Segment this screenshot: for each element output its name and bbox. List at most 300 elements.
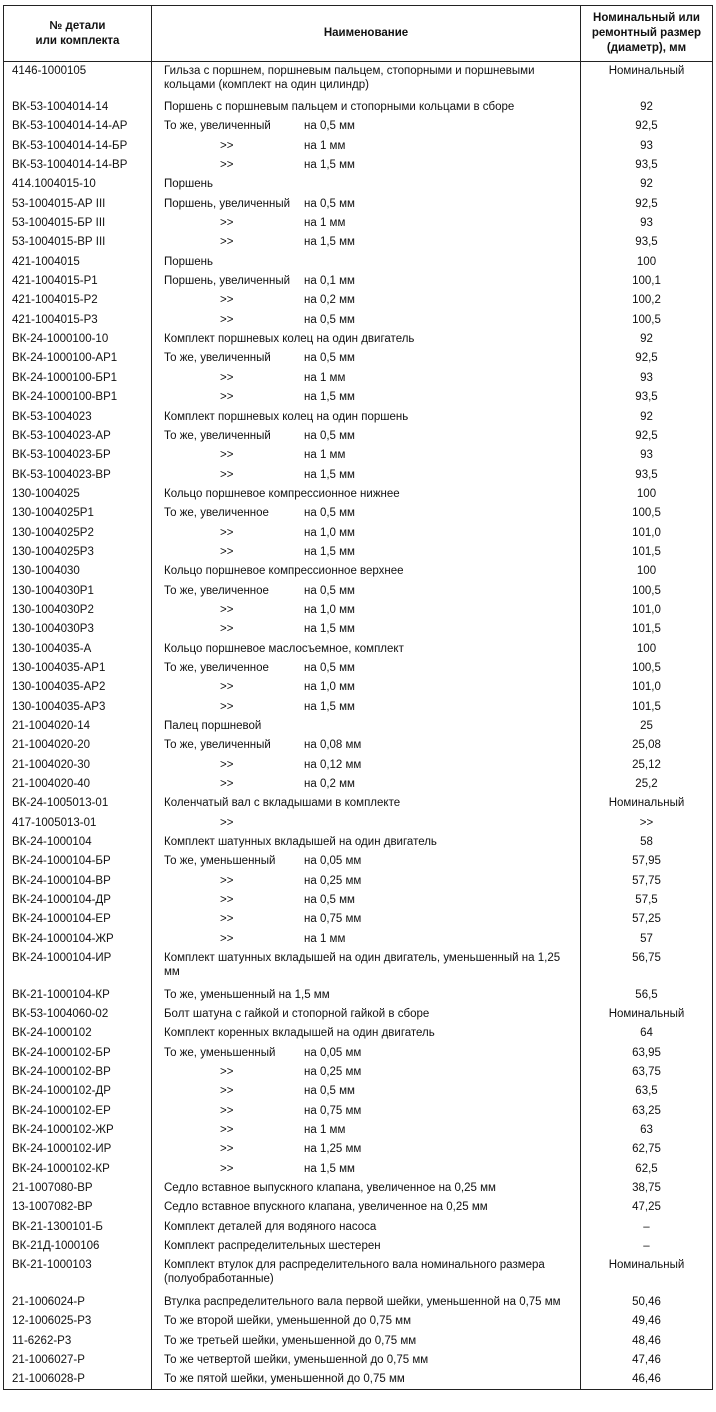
size-value: – <box>581 1218 713 1237</box>
part-number: 21-1004020-20 <box>4 736 152 755</box>
part-number: ВК-53-1004023-АР <box>4 427 152 446</box>
part-number: ВК-53-1004014-14-ВР <box>4 156 152 175</box>
size-change: на 1,5 мм <box>304 1162 355 1175</box>
part-number: 421-1004015 <box>4 253 152 272</box>
size-change: на 1,25 мм <box>304 1143 362 1156</box>
part-number: ВК-21-1300101-Б <box>4 1218 152 1237</box>
part-number: 4146-1000105 <box>4 62 152 99</box>
part-name <box>152 117 581 136</box>
size-change: на 0,5 мм <box>304 313 355 326</box>
size-value: 56,5 <box>581 986 713 1005</box>
part-number: ВК-24-1000100-ВР1 <box>4 388 152 407</box>
part-name-text: То же, увеличенный <box>164 429 271 442</box>
part-number: 130-1004025 <box>4 485 152 504</box>
size-value: 93 <box>581 446 713 465</box>
size-change: на 0,05 мм <box>304 855 362 868</box>
part-number: 53-1004015-БР III <box>4 214 152 233</box>
size-value: 63 <box>581 1121 713 1140</box>
size-change: на 0,1 мм <box>304 275 355 288</box>
size-value: 47,25 <box>581 1198 713 1217</box>
part-name: Коленчатый вал с вкладышами в комплекте <box>152 794 581 813</box>
part-number: 130-1004035-АР2 <box>4 678 152 697</box>
table-row <box>4 214 713 233</box>
size-change: на 1,0 мм <box>304 526 355 539</box>
table-row <box>4 601 713 620</box>
size-change: на 1,5 мм <box>304 159 355 172</box>
part-number: 130-1004035-АР1 <box>4 659 152 678</box>
table-row <box>4 175 713 194</box>
table-row <box>4 582 713 601</box>
table-row <box>4 1237 713 1256</box>
part-name <box>152 620 581 639</box>
size-value: 93,5 <box>581 233 713 252</box>
size-value: – <box>581 1237 713 1256</box>
ditto-mark: >> <box>220 236 234 249</box>
size-change: на 1,0 мм <box>304 681 355 694</box>
part-number: 421-1004015-Р2 <box>4 291 152 310</box>
size-value: 101,5 <box>581 620 713 639</box>
part-number: ВК-24-1000104-ИР <box>4 949 152 986</box>
ditto-mark: >> <box>220 700 234 713</box>
size-change: на 1,5 мм <box>304 468 355 481</box>
size-value: 63,75 <box>581 1063 713 1082</box>
part-name: Комплект поршневых колец на один двигатель <box>152 330 581 349</box>
size-change: на 0,5 мм <box>304 120 355 133</box>
part-number: 21-1004020-40 <box>4 775 152 794</box>
part-name: То же пятой шейки, уменьшенной до 0,75 мм <box>152 1370 581 1389</box>
table-row <box>4 156 713 175</box>
size-value: 63,5 <box>581 1082 713 1101</box>
table-row <box>4 736 713 755</box>
ditto-mark: >> <box>220 371 234 384</box>
part-name: То же третьей шейки, уменьшенной до 0,75 мм <box>152 1332 581 1351</box>
part-number: ВК-53-1004023-БР <box>4 446 152 465</box>
size-value: 47,46 <box>581 1351 713 1370</box>
part-name-text: То же, увеличенный <box>164 739 271 752</box>
part-name: Кольцо поршневое компрессионное верхнее <box>152 562 581 581</box>
size-value: 92 <box>581 98 713 117</box>
part-name <box>152 156 581 175</box>
part-name: Седло вставное впускного клапана, увеличенное на 0,25 мм <box>152 1198 581 1217</box>
part-number: ВК-24-1005013-01 <box>4 794 152 813</box>
part-name <box>152 1102 581 1121</box>
size-change: на 1,5 мм <box>304 623 355 636</box>
table-row <box>4 1082 713 1101</box>
part-name <box>152 524 581 543</box>
table-row <box>4 427 713 446</box>
part-number: 417-1005013-01 <box>4 814 152 833</box>
part-name <box>152 466 581 485</box>
size-change: на 0,25 мм <box>304 874 362 887</box>
size-value: 92 <box>581 330 713 349</box>
ditto-mark: >> <box>220 603 234 616</box>
size-change: на 1,5 мм <box>304 700 355 713</box>
part-name: Комплект распределительных шестерен <box>152 1237 581 1256</box>
table-row <box>4 524 713 543</box>
size-change: на 0,5 мм <box>304 507 355 520</box>
ditto-mark: >> <box>220 1066 234 1078</box>
part-number: ВК-24-1000102-ЖР <box>4 1121 152 1140</box>
part-name: Комплект коренных вкладышей на один двигатель <box>152 1024 581 1043</box>
size-value: 100,5 <box>581 311 713 330</box>
part-number: ВК-24-1000102-ИР <box>4 1140 152 1159</box>
size-change: на 0,25 мм <box>304 1066 362 1078</box>
part-name <box>152 311 581 330</box>
part-name <box>152 272 581 291</box>
size-value: 56,75 <box>581 949 713 986</box>
part-number: 130-1004035-А <box>4 640 152 659</box>
table-row <box>4 1044 713 1063</box>
size-value: 100 <box>581 640 713 659</box>
size-value: 63,95 <box>581 1044 713 1063</box>
part-name: Седло вставное выпускного клапана, увеличенное на 0,25 мм <box>152 1179 581 1198</box>
size-value: 57,5 <box>581 891 713 910</box>
size-value: 100 <box>581 485 713 504</box>
table-row <box>4 272 713 291</box>
size-value: >> <box>581 814 713 833</box>
part-number: 130-1004030Р1 <box>4 582 152 601</box>
table-row <box>4 388 713 407</box>
table-row <box>4 891 713 910</box>
ditto-mark: >> <box>220 816 234 829</box>
size-value: 92,5 <box>581 427 713 446</box>
table-row <box>4 640 713 659</box>
size-change: на 0,5 мм <box>304 661 355 674</box>
table-row <box>4 814 713 833</box>
part-name <box>152 214 581 233</box>
part-name <box>152 872 581 891</box>
table-row <box>4 678 713 697</box>
part-name <box>152 775 581 794</box>
size-value: 101,5 <box>581 698 713 717</box>
part-number: ВК-24-1000102-ВР <box>4 1063 152 1082</box>
size-change: на 1,5 мм <box>304 236 355 249</box>
table-row <box>4 949 713 986</box>
size-change: на 0,08 мм <box>304 739 362 752</box>
table-row <box>4 1140 713 1159</box>
table-row <box>4 369 713 388</box>
table-row <box>4 1102 713 1121</box>
part-number: ВК-24-1000104-ДР <box>4 891 152 910</box>
size-value: 92,5 <box>581 195 713 214</box>
size-value: 62,5 <box>581 1160 713 1179</box>
table-row <box>4 408 713 427</box>
part-number: 21-1006024-Р <box>4 1293 152 1312</box>
part-number: 130-1004030Р3 <box>4 620 152 639</box>
size-value: 57,75 <box>581 872 713 891</box>
size-value: 50,46 <box>581 1293 713 1312</box>
ditto-mark: >> <box>220 1162 234 1175</box>
part-number: ВК-24-1000100-10 <box>4 330 152 349</box>
part-number: 414.1004015-10 <box>4 175 152 194</box>
ditto-mark: >> <box>220 468 234 481</box>
size-change: на 1 мм <box>304 139 346 152</box>
part-number: 21-1006028-Р <box>4 1370 152 1389</box>
table-row <box>4 620 713 639</box>
ditto-mark: >> <box>220 1085 234 1098</box>
part-name <box>152 852 581 871</box>
table-row <box>4 852 713 871</box>
part-name: Палец поршневой <box>152 717 581 736</box>
size-value: 100 <box>581 562 713 581</box>
size-value: 100,5 <box>581 582 713 601</box>
size-value: 100,5 <box>581 659 713 678</box>
part-name-text: То же, увеличенный <box>164 352 271 365</box>
ditto-mark: >> <box>220 623 234 636</box>
part-number: ВК-24-1000104-ЖР <box>4 930 152 949</box>
part-name <box>152 195 581 214</box>
part-name <box>152 504 581 523</box>
part-number: 12-1006025-Р3 <box>4 1312 152 1331</box>
size-value: 92,5 <box>581 349 713 368</box>
table-row <box>4 98 713 117</box>
part-number: ВК-21-1000104-КР <box>4 986 152 1005</box>
table-row <box>4 872 713 891</box>
table-row <box>4 291 713 310</box>
size-value: 62,75 <box>581 1140 713 1159</box>
part-name: То же второй шейки, уменьшенной до 0,75 мм <box>152 1312 581 1331</box>
size-change: на 1 мм <box>304 932 346 945</box>
part-name: Комплект поршневых колец на один поршень <box>152 408 581 427</box>
part-name <box>152 446 581 465</box>
part-number: ВК-24-1000104 <box>4 833 152 852</box>
part-name <box>152 659 581 678</box>
part-number: 21-1004020-14 <box>4 717 152 736</box>
ditto-mark: >> <box>220 391 234 404</box>
ditto-mark: >> <box>220 913 234 926</box>
ditto-mark: >> <box>220 894 234 907</box>
part-number: ВК-24-1000104-БР <box>4 852 152 871</box>
table-row <box>4 62 713 99</box>
part-name <box>152 1160 581 1179</box>
part-name <box>152 1140 581 1159</box>
table-row <box>4 1179 713 1198</box>
part-name <box>152 369 581 388</box>
table-row <box>4 446 713 465</box>
table-row <box>4 330 713 349</box>
table-row <box>4 485 713 504</box>
size-value: 46,46 <box>581 1370 713 1389</box>
size-value: 101,0 <box>581 678 713 697</box>
table-row <box>4 1005 713 1024</box>
size-value: 93 <box>581 214 713 233</box>
ditto-mark: >> <box>220 139 234 152</box>
part-name <box>152 891 581 910</box>
part-name <box>152 582 581 601</box>
part-name-text: Поршень, увеличенный <box>164 275 291 288</box>
part-number: 11-6262-Р3 <box>4 1332 152 1351</box>
part-number: 130-1004025Р1 <box>4 504 152 523</box>
size-value: 101,0 <box>581 524 713 543</box>
size-value: 100,1 <box>581 272 713 291</box>
part-name <box>152 814 581 833</box>
part-number: 130-1004025Р2 <box>4 524 152 543</box>
part-number: 421-1004015-Р3 <box>4 311 152 330</box>
size-value: 100 <box>581 253 713 272</box>
table-row <box>4 1121 713 1140</box>
ditto-mark: >> <box>220 526 234 539</box>
parts-table <box>3 5 713 1390</box>
size-value: 93 <box>581 369 713 388</box>
part-name: Комплект шатунных вкладышей на один двигатель, уменьшенный на 1,25 мм <box>152 949 581 986</box>
ditto-mark: >> <box>220 1143 234 1156</box>
part-name: Кольцо поршневое маслосъемное, комплект <box>152 640 581 659</box>
part-name-text: То же, увеличенный <box>164 120 271 133</box>
table-row <box>4 504 713 523</box>
part-name: Болт шатуна с гайкой и стопорной гайкой в сборе <box>152 1005 581 1024</box>
table-row <box>4 986 713 1005</box>
size-change: на 0,5 мм <box>304 197 355 210</box>
ditto-mark: >> <box>220 449 234 462</box>
header-part-number: № детали или комплекта <box>4 6 152 62</box>
part-number: ВК-53-1004014-14-БР <box>4 137 152 156</box>
part-name <box>152 233 581 252</box>
part-number: ВК-21Д-1000106 <box>4 1237 152 1256</box>
table-row <box>4 717 713 736</box>
part-number: ВК-24-1000102 <box>4 1024 152 1043</box>
size-value: Номинальный <box>581 62 713 99</box>
ditto-mark: >> <box>220 932 234 945</box>
size-value: 25 <box>581 717 713 736</box>
table-row <box>4 1024 713 1043</box>
table-row <box>4 1370 713 1389</box>
size-change: на 0,5 мм <box>304 894 355 907</box>
size-value: 101,5 <box>581 543 713 562</box>
part-number: 53-1004015-ВР III <box>4 233 152 252</box>
size-value: Номинальный <box>581 794 713 813</box>
part-name: Втулка распределительного вала первой шейки, уменьшенной на 0,75 мм <box>152 1293 581 1312</box>
part-name: Комплект деталей для водяного насоса <box>152 1218 581 1237</box>
size-value: 93,5 <box>581 466 713 485</box>
part-name <box>152 930 581 949</box>
table-row <box>4 1256 713 1293</box>
part-name: Поршень <box>152 253 581 272</box>
part-number: 21-1006027-Р <box>4 1351 152 1370</box>
part-name <box>152 1082 581 1101</box>
part-name <box>152 349 581 368</box>
part-number: 53-1004015-АР III <box>4 195 152 214</box>
part-name: Комплект втулок для распределительного вала номинального размера (полуобработанные) <box>152 1256 581 1293</box>
part-name: Гильза с поршнем, поршневым пальцем, стопорными и поршневыми кольцами (комплект на один цилиндр) <box>152 62 581 99</box>
table-row <box>4 1063 713 1082</box>
size-value: 100,5 <box>581 504 713 523</box>
ditto-mark: >> <box>220 159 234 172</box>
part-name: Поршень <box>152 175 581 194</box>
size-change: на 0,5 мм <box>304 352 355 365</box>
table-row <box>4 1312 713 1331</box>
ditto-mark: >> <box>220 313 234 326</box>
table-row <box>4 349 713 368</box>
part-number: ВК-53-1004014-14-АР <box>4 117 152 136</box>
part-name <box>152 756 581 775</box>
part-number: 130-1004035-АР3 <box>4 698 152 717</box>
size-value: 93,5 <box>581 156 713 175</box>
size-change: на 0,75 мм <box>304 1104 362 1117</box>
size-value: 93 <box>581 137 713 156</box>
size-value: 57,95 <box>581 852 713 871</box>
size-value: 48,46 <box>581 1332 713 1351</box>
part-name <box>152 678 581 697</box>
part-number: 130-1004025Р3 <box>4 543 152 562</box>
part-number: ВК-24-1000100-БР1 <box>4 369 152 388</box>
table-row <box>4 1160 713 1179</box>
size-value: 92 <box>581 408 713 427</box>
part-name <box>152 601 581 620</box>
part-name <box>152 1121 581 1140</box>
table-row <box>4 794 713 813</box>
table-row <box>4 659 713 678</box>
part-number: 13-1007082-ВР <box>4 1198 152 1217</box>
size-change: на 0,5 мм <box>304 1085 355 1098</box>
size-change: на 0,05 мм <box>304 1046 362 1059</box>
size-change: на 1 мм <box>304 371 346 384</box>
part-name <box>152 291 581 310</box>
size-value: 25,12 <box>581 756 713 775</box>
part-name <box>152 388 581 407</box>
ditto-mark: >> <box>220 681 234 694</box>
ditto-mark: >> <box>220 217 234 230</box>
table-row <box>4 1218 713 1237</box>
part-number: ВК-21-1000103 <box>4 1256 152 1293</box>
part-number: 130-1004030Р2 <box>4 601 152 620</box>
part-number: ВК-24-1000102-КР <box>4 1160 152 1179</box>
table-row <box>4 117 713 136</box>
table-row <box>4 775 713 794</box>
part-name <box>152 543 581 562</box>
size-change: на 1,0 мм <box>304 603 355 616</box>
size-change: на 0,2 мм <box>304 294 355 307</box>
part-name <box>152 137 581 156</box>
size-change: на 1,5 мм <box>304 391 355 404</box>
header-name: Наименование <box>152 6 581 62</box>
part-name: То же четвертой шейки, уменьшенной до 0,75 мм <box>152 1351 581 1370</box>
table-row <box>4 1351 713 1370</box>
size-value: Номинальный <box>581 1256 713 1293</box>
part-name-text: То же, уменьшенный <box>164 855 276 868</box>
size-value: 49,46 <box>581 1312 713 1331</box>
size-value: 38,75 <box>581 1179 713 1198</box>
part-name-text: То же, увеличенное <box>164 507 269 520</box>
part-name <box>152 910 581 929</box>
table-row <box>4 311 713 330</box>
part-number: ВК-24-1000102-ЕР <box>4 1102 152 1121</box>
part-name <box>152 427 581 446</box>
size-value: 93,5 <box>581 388 713 407</box>
ditto-mark: >> <box>220 1124 234 1137</box>
size-change: на 0,5 мм <box>304 584 355 597</box>
header-row <box>4 6 713 62</box>
table-row <box>4 137 713 156</box>
table-row <box>4 253 713 272</box>
size-value: 25,2 <box>581 775 713 794</box>
table-row <box>4 910 713 929</box>
part-number: ВК-53-1004014-14 <box>4 98 152 117</box>
size-value: 100,2 <box>581 291 713 310</box>
size-value: 92,5 <box>581 117 713 136</box>
table-row <box>4 195 713 214</box>
part-name: То же, уменьшенный на 1,5 мм <box>152 986 581 1005</box>
size-change: на 0,75 мм <box>304 913 362 926</box>
table-row <box>4 562 713 581</box>
size-value: 64 <box>581 1024 713 1043</box>
table-row <box>4 1332 713 1351</box>
size-value: 63,25 <box>581 1102 713 1121</box>
size-value: Номинальный <box>581 1005 713 1024</box>
size-value: 58 <box>581 833 713 852</box>
part-name-text: То же, увеличенное <box>164 584 269 597</box>
table-row <box>4 833 713 852</box>
part-name: Комплект шатунных вкладышей на один двигатель <box>152 833 581 852</box>
